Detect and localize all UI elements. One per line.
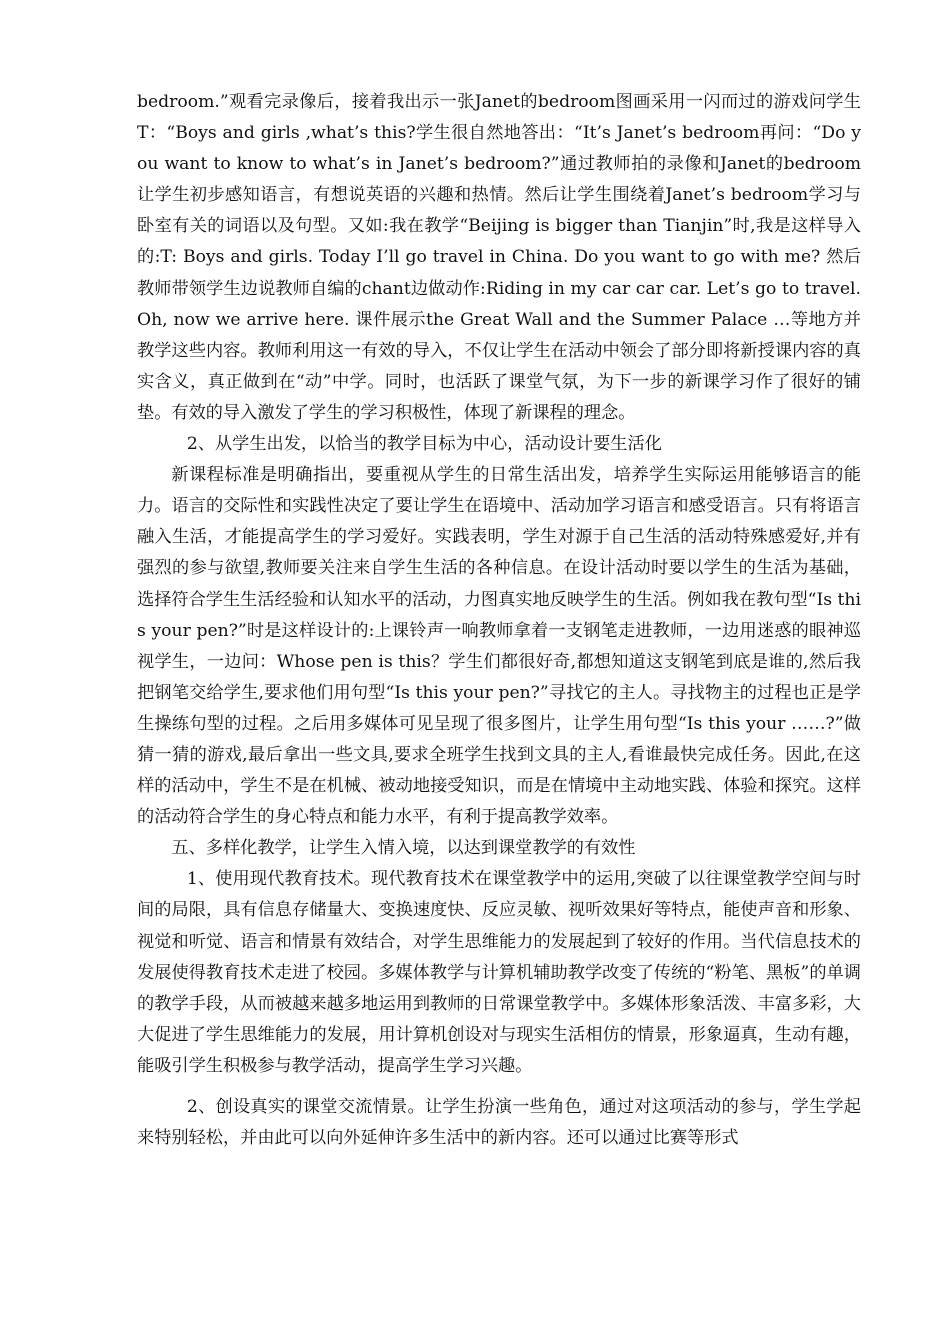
paragraph-real-communication: 2、创设真实的课堂交流情景。让学生扮演一些角色，通过对这项活动的参与，学生学起来特别轻松，并由此可以向外延伸许多生活中的新内容。还可以通过比赛等形式 bbox=[137, 1097, 861, 1149]
paragraph-lifelike-activities: 新课程标准是明确指出，要重视从学生的日常生活出发，培养学生实际运用能够语言的能力。语言的交际性和实践性决定了要让学生在语境中、活动加学习语言和感受语言。只有将语言融入生活，才能提高学生的学习爱好。实践表明，学生对源于自己生活的活动特殊感爱好,并有强烈的参与欲望,教师要关注来自学生生活的各种信息。在设计活动时要以学生的生活为基础，选择符合学生生活经验和认知水平的活动，力图真实地反映学生的生活。例如我在教句型“Is this your pen?”时是这样设计的:上课铃声一响教师拿着一支钢笔走进教师，一边用迷惑的眼神巡视学生，一边问：Whose pen is this？学生们都很好奇,都想知道这支钢笔到底是谁的,然后我把钢笔交给学生,要求他们用句型“Is this your pen?”寻找它的主人。寻找物主的过程也正是学生操练句型的过程。之后用多媒体可见呈现了很多图片，让学生用句型“Is this your ……?”做猜一猜的游戏,最后拿出一些文具,要求全班学生找到文具的主人,看谁最快完成任务。因此,在这样的活动中，学生不是在机械、被动地接受知识，而是在情境中主动地实践、体验和探究。这样的活动符合学生的身心特点和能力水平，有利于提高教学效率。 bbox=[137, 465, 861, 828]
section-heading-2: 2、从学生出发，以恰当的教学目标为中心，活动设计要生活化 bbox=[186, 434, 662, 455]
paragraph-intro-continued: bedroom.”观看完录像后，接着我出示一张Janet的bedroom图画采用一闪而过的游戏问学生T：“Boys and girls ,what’s this?学生很自然地答出：“It’s Janet’s bedroom再问：“Do you want to know to what’s in Janet’s bedroom?”通过教师拍的录像和Janet的bedroom让学生初步感知语言，有想说英语的兴趣和热情。然后让学生围绕着Janet’s bedroom学习与卧室有关的词语以及句型。又如:我在教学“Beijing is bigger than Tianjin”时,我是这样导入的:T: Boys and girls. Today I’ll go travel in China. Do you want to go with me? 然后教师带领学生边说教师自编的chant边做动作:Riding in my car car car. Let’s go to travel. Oh, now we arrive here. 课件展示the Great Wall and the Summer Palace …等地方并教学这些内容。教师利用这一有效的导入，不仅让学生在活动中领会了部分即将新授课内容的真实含义，真正做到在“动”中学。同时，也活跃了课堂气氛，为下一步的新课学习作了很好的铺垫。有效的导入激发了学生的学习积极性，体现了新课程的理念。 bbox=[137, 92, 861, 423]
document-body bbox=[137, 87, 861, 1154]
paragraph-modern-technology: 1、使用现代教育技术。现代教育技术在课堂教学中的运用,突破了以往课堂教学空间与时间的局限，具有信息存储量大、变换速度快、反应灵敏、视听效果好等特点，能使声音和形象、视觉和听觉、语言和情景有效结合，对学生思维能力的发展起到了较好的作用。当代信息技术的发展使得教育技术走进了校园。多媒体教学与计算机辅助教学改变了传统的“粉笔、黑板”的单调的教学手段，从而被越来越多地运用到教师的日常课堂教学中。多媒体形象活泼、丰富多彩，大大促进了学生思维能力的发展，用计算机创设对与现实生活相仿的情景，形象逼真，生动有趣，能吸引学生积极参与教学活动，提高学生学习兴趣。 bbox=[137, 869, 861, 1076]
section-heading-5: 五、多样化教学，让学生入情入境，以达到课堂教学的有效性 bbox=[171, 838, 636, 859]
